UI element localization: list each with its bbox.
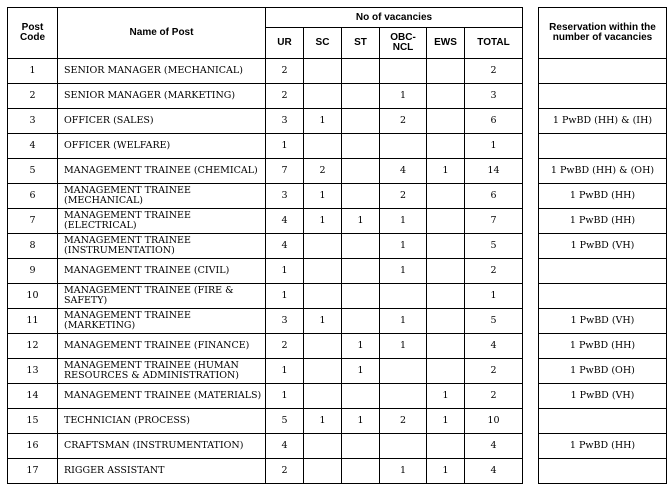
- reservation-cell: [539, 459, 667, 484]
- table-row: [539, 234, 667, 259]
- post-name-cell: MANAGEMENT TRAINEE (MATERIALS): [58, 384, 266, 409]
- st-cell: 1: [342, 409, 380, 434]
- table-row: [8, 84, 523, 109]
- total-cell: 6: [465, 109, 523, 134]
- post-code-cell: 9: [8, 259, 58, 284]
- table-row: [8, 384, 523, 409]
- post-name-cell: CRAFTSMAN (INSTRUMENTATION): [58, 434, 266, 459]
- total-cell: 4: [465, 434, 523, 459]
- obc-ncl-cell: [380, 59, 427, 84]
- ur-cell: 2: [266, 59, 304, 84]
- obc-ncl-cell: 1: [380, 459, 427, 484]
- sc-cell: 1: [304, 309, 342, 334]
- ews-cell: [427, 184, 465, 209]
- total-cell: 5: [465, 309, 523, 334]
- ur-cell: 1: [266, 359, 304, 384]
- table-row: [539, 259, 667, 284]
- reservation-cell: [539, 259, 667, 284]
- ur-cell: 1: [266, 134, 304, 159]
- ews-cell: 1: [427, 159, 465, 184]
- obc-ncl-cell: 2: [380, 409, 427, 434]
- post-code-cell: 14: [8, 384, 58, 409]
- ews-cell: [427, 134, 465, 159]
- ews-cell: [427, 309, 465, 334]
- post-code-cell: 16: [8, 434, 58, 459]
- st-cell: 1: [342, 209, 380, 234]
- st-cell: [342, 259, 380, 284]
- table-row: [539, 184, 667, 209]
- reservation-cell: 1 PwBD (HH) & (OH): [539, 159, 667, 184]
- obc-ncl-cell: 2: [380, 184, 427, 209]
- reservation-cell: 1 PwBD (OH): [539, 359, 667, 384]
- sc-cell: 2: [304, 159, 342, 184]
- table-row: [539, 59, 667, 84]
- sc-cell: [304, 384, 342, 409]
- ews-cell: [427, 334, 465, 359]
- obc-ncl-cell: [380, 284, 427, 309]
- table-row: [8, 134, 523, 159]
- obc-ncl-cell: 1: [380, 334, 427, 359]
- header-st: ST: [342, 28, 380, 59]
- obc-ncl-cell: [380, 384, 427, 409]
- sc-cell: 1: [304, 209, 342, 234]
- sc-cell: [304, 259, 342, 284]
- total-cell: 10: [465, 409, 523, 434]
- reservation-cell: 1 PwBD (HH) & (IH): [539, 109, 667, 134]
- ur-cell: 2: [266, 84, 304, 109]
- reservation-cell: [539, 134, 667, 159]
- post-code-cell: 10: [8, 284, 58, 309]
- post-name-cell: MANAGEMENT TRAINEE (ELECTRICAL): [58, 209, 266, 234]
- obc-ncl-cell: 1: [380, 309, 427, 334]
- ews-cell: [427, 359, 465, 384]
- total-cell: 14: [465, 159, 523, 184]
- total-cell: 7: [465, 209, 523, 234]
- post-name-cell: TECHNICIAN (PROCESS): [58, 409, 266, 434]
- post-code-cell: 6: [8, 184, 58, 209]
- table-row: [539, 334, 667, 359]
- obc-ncl-cell: 2: [380, 109, 427, 134]
- st-cell: 1: [342, 334, 380, 359]
- reservation-table: [538, 7, 667, 484]
- reservation-cell: [539, 409, 667, 434]
- sc-cell: [304, 359, 342, 384]
- st-cell: [342, 459, 380, 484]
- st-cell: 1: [342, 359, 380, 384]
- post-code-cell: 2: [8, 84, 58, 109]
- st-cell: [342, 284, 380, 309]
- sc-cell: [304, 84, 342, 109]
- obc-ncl-cell: 1: [380, 84, 427, 109]
- table-row: [539, 209, 667, 234]
- st-cell: [342, 109, 380, 134]
- ur-cell: 3: [266, 109, 304, 134]
- post-code-cell: 17: [8, 459, 58, 484]
- total-cell: 1: [465, 284, 523, 309]
- table-row: [8, 184, 523, 209]
- total-cell: 6: [465, 184, 523, 209]
- reservation-cell: 1 PwBD (HH): [539, 184, 667, 209]
- ews-cell: 1: [427, 459, 465, 484]
- st-cell: [342, 159, 380, 184]
- reservation-cell: [539, 284, 667, 309]
- ews-cell: [427, 84, 465, 109]
- ews-cell: 1: [427, 409, 465, 434]
- st-cell: [342, 134, 380, 159]
- table-row: [8, 259, 523, 284]
- ews-cell: [427, 109, 465, 134]
- post-code-cell: 8: [8, 234, 58, 259]
- ews-cell: [427, 434, 465, 459]
- table-row: [8, 309, 523, 334]
- table-row: [8, 109, 523, 134]
- post-code-cell: 5: [8, 159, 58, 184]
- obc-ncl-cell: 1: [380, 209, 427, 234]
- table-row: [539, 309, 667, 334]
- reservation-cell: 1 PwBD (VH): [539, 234, 667, 259]
- table-row: [8, 284, 523, 309]
- table-row: [8, 159, 523, 184]
- ur-cell: 1: [266, 284, 304, 309]
- table-row: [8, 59, 523, 84]
- post-name-cell: MANAGEMENT TRAINEE (FINANCE): [58, 334, 266, 359]
- post-name-cell: MANAGEMENT TRAINEE (MECHANICAL): [58, 184, 266, 209]
- post-code-cell: 13: [8, 359, 58, 384]
- table-row: [539, 109, 667, 134]
- obc-ncl-cell: [380, 359, 427, 384]
- post-code-cell: 1: [8, 59, 58, 84]
- table-row: [539, 159, 667, 184]
- sc-cell: [304, 134, 342, 159]
- table-row: [8, 409, 523, 434]
- ur-cell: 3: [266, 309, 304, 334]
- ur-cell: 2: [266, 334, 304, 359]
- header-sc: SC: [304, 28, 342, 59]
- ews-cell: [427, 284, 465, 309]
- table-row: [8, 234, 523, 259]
- sc-cell: [304, 234, 342, 259]
- table-row: [539, 434, 667, 459]
- post-name-cell: OFFICER (SALES): [58, 109, 266, 134]
- post-code-cell: 15: [8, 409, 58, 434]
- sc-cell: 1: [304, 409, 342, 434]
- st-cell: [342, 234, 380, 259]
- total-cell: 4: [465, 334, 523, 359]
- header-reservation: Reservation within the number of vacancies: [539, 8, 667, 59]
- ews-cell: [427, 234, 465, 259]
- sc-cell: [304, 334, 342, 359]
- post-name-cell: MANAGEMENT TRAINEE (MARKETING): [58, 309, 266, 334]
- ur-cell: 7: [266, 159, 304, 184]
- post-code-cell: 4: [8, 134, 58, 159]
- total-cell: 2: [465, 359, 523, 384]
- ur-cell: 1: [266, 384, 304, 409]
- ur-cell: 2: [266, 459, 304, 484]
- header-ews: EWS: [427, 28, 465, 59]
- table-row: [539, 284, 667, 309]
- st-cell: [342, 309, 380, 334]
- post-name-cell: MANAGEMENT TRAINEE (HUMAN RESOURCES & ADMINISTRATION): [58, 359, 266, 384]
- reservation-cell: [539, 59, 667, 84]
- st-cell: [342, 184, 380, 209]
- sc-cell: [304, 434, 342, 459]
- ur-cell: 4: [266, 209, 304, 234]
- reservation-cell: [539, 84, 667, 109]
- st-cell: [342, 84, 380, 109]
- post-name-cell: SENIOR MANAGER (MARKETING): [58, 84, 266, 109]
- obc-ncl-cell: 1: [380, 259, 427, 284]
- table-row: [8, 459, 523, 484]
- st-cell: [342, 59, 380, 84]
- ur-cell: 1: [266, 259, 304, 284]
- ews-cell: [427, 59, 465, 84]
- post-code-cell: 11: [8, 309, 58, 334]
- ur-cell: 4: [266, 434, 304, 459]
- table-row: [539, 384, 667, 409]
- table-row: [539, 409, 667, 434]
- table-row: [539, 134, 667, 159]
- sc-cell: 1: [304, 184, 342, 209]
- header-name-of-post: Name of Post: [58, 8, 266, 59]
- post-name-cell: SENIOR MANAGER (MECHANICAL): [58, 59, 266, 84]
- sc-cell: [304, 59, 342, 84]
- reservation-cell: 1 PwBD (VH): [539, 309, 667, 334]
- table-row: [8, 334, 523, 359]
- total-cell: 2: [465, 384, 523, 409]
- total-cell: 2: [465, 59, 523, 84]
- obc-ncl-cell: 4: [380, 159, 427, 184]
- table-row: [8, 434, 523, 459]
- obc-ncl-cell: [380, 134, 427, 159]
- ur-cell: 5: [266, 409, 304, 434]
- sc-cell: 1: [304, 109, 342, 134]
- sc-cell: [304, 459, 342, 484]
- ews-cell: [427, 259, 465, 284]
- header-no-of-vacancies: No of vacancies: [266, 8, 523, 28]
- reservation-cell: 1 PwBD (HH): [539, 209, 667, 234]
- total-cell: 4: [465, 459, 523, 484]
- table-row: [539, 359, 667, 384]
- header-post-code: Post Code: [8, 8, 58, 59]
- header-obc-ncl: OBC-NCL: [380, 28, 427, 59]
- post-name-cell: OFFICER (WELFARE): [58, 134, 266, 159]
- vacancy-table: [7, 7, 523, 484]
- ews-cell: [427, 209, 465, 234]
- post-name-cell: MANAGEMENT TRAINEE (CHEMICAL): [58, 159, 266, 184]
- post-code-cell: 3: [8, 109, 58, 134]
- ur-cell: 3: [266, 184, 304, 209]
- table-row: [539, 459, 667, 484]
- total-cell: 1: [465, 134, 523, 159]
- ur-cell: 4: [266, 234, 304, 259]
- obc-ncl-cell: [380, 434, 427, 459]
- st-cell: [342, 434, 380, 459]
- reservation-cell: 1 PwBD (HH): [539, 334, 667, 359]
- sc-cell: [304, 284, 342, 309]
- post-name-cell: MANAGEMENT TRAINEE (INSTRUMENTATION): [58, 234, 266, 259]
- reservation-cell: 1 PwBD (VH): [539, 384, 667, 409]
- obc-ncl-cell: 1: [380, 234, 427, 259]
- total-cell: 3: [465, 84, 523, 109]
- table-row: [8, 359, 523, 384]
- total-cell: 5: [465, 234, 523, 259]
- post-name-cell: MANAGEMENT TRAINEE (CIVIL): [58, 259, 266, 284]
- reservation-cell: 1 PwBD (HH): [539, 434, 667, 459]
- total-cell: 2: [465, 259, 523, 284]
- post-name-cell: RIGGER ASSISTANT: [58, 459, 266, 484]
- post-code-cell: 12: [8, 334, 58, 359]
- table-row: [8, 209, 523, 234]
- post-code-cell: 7: [8, 209, 58, 234]
- header-total: TOTAL: [465, 28, 523, 59]
- ews-cell: 1: [427, 384, 465, 409]
- post-name-cell: MANAGEMENT TRAINEE (FIRE & SAFETY): [58, 284, 266, 309]
- st-cell: [342, 384, 380, 409]
- table-row: [539, 84, 667, 109]
- header-ur: UR: [266, 28, 304, 59]
